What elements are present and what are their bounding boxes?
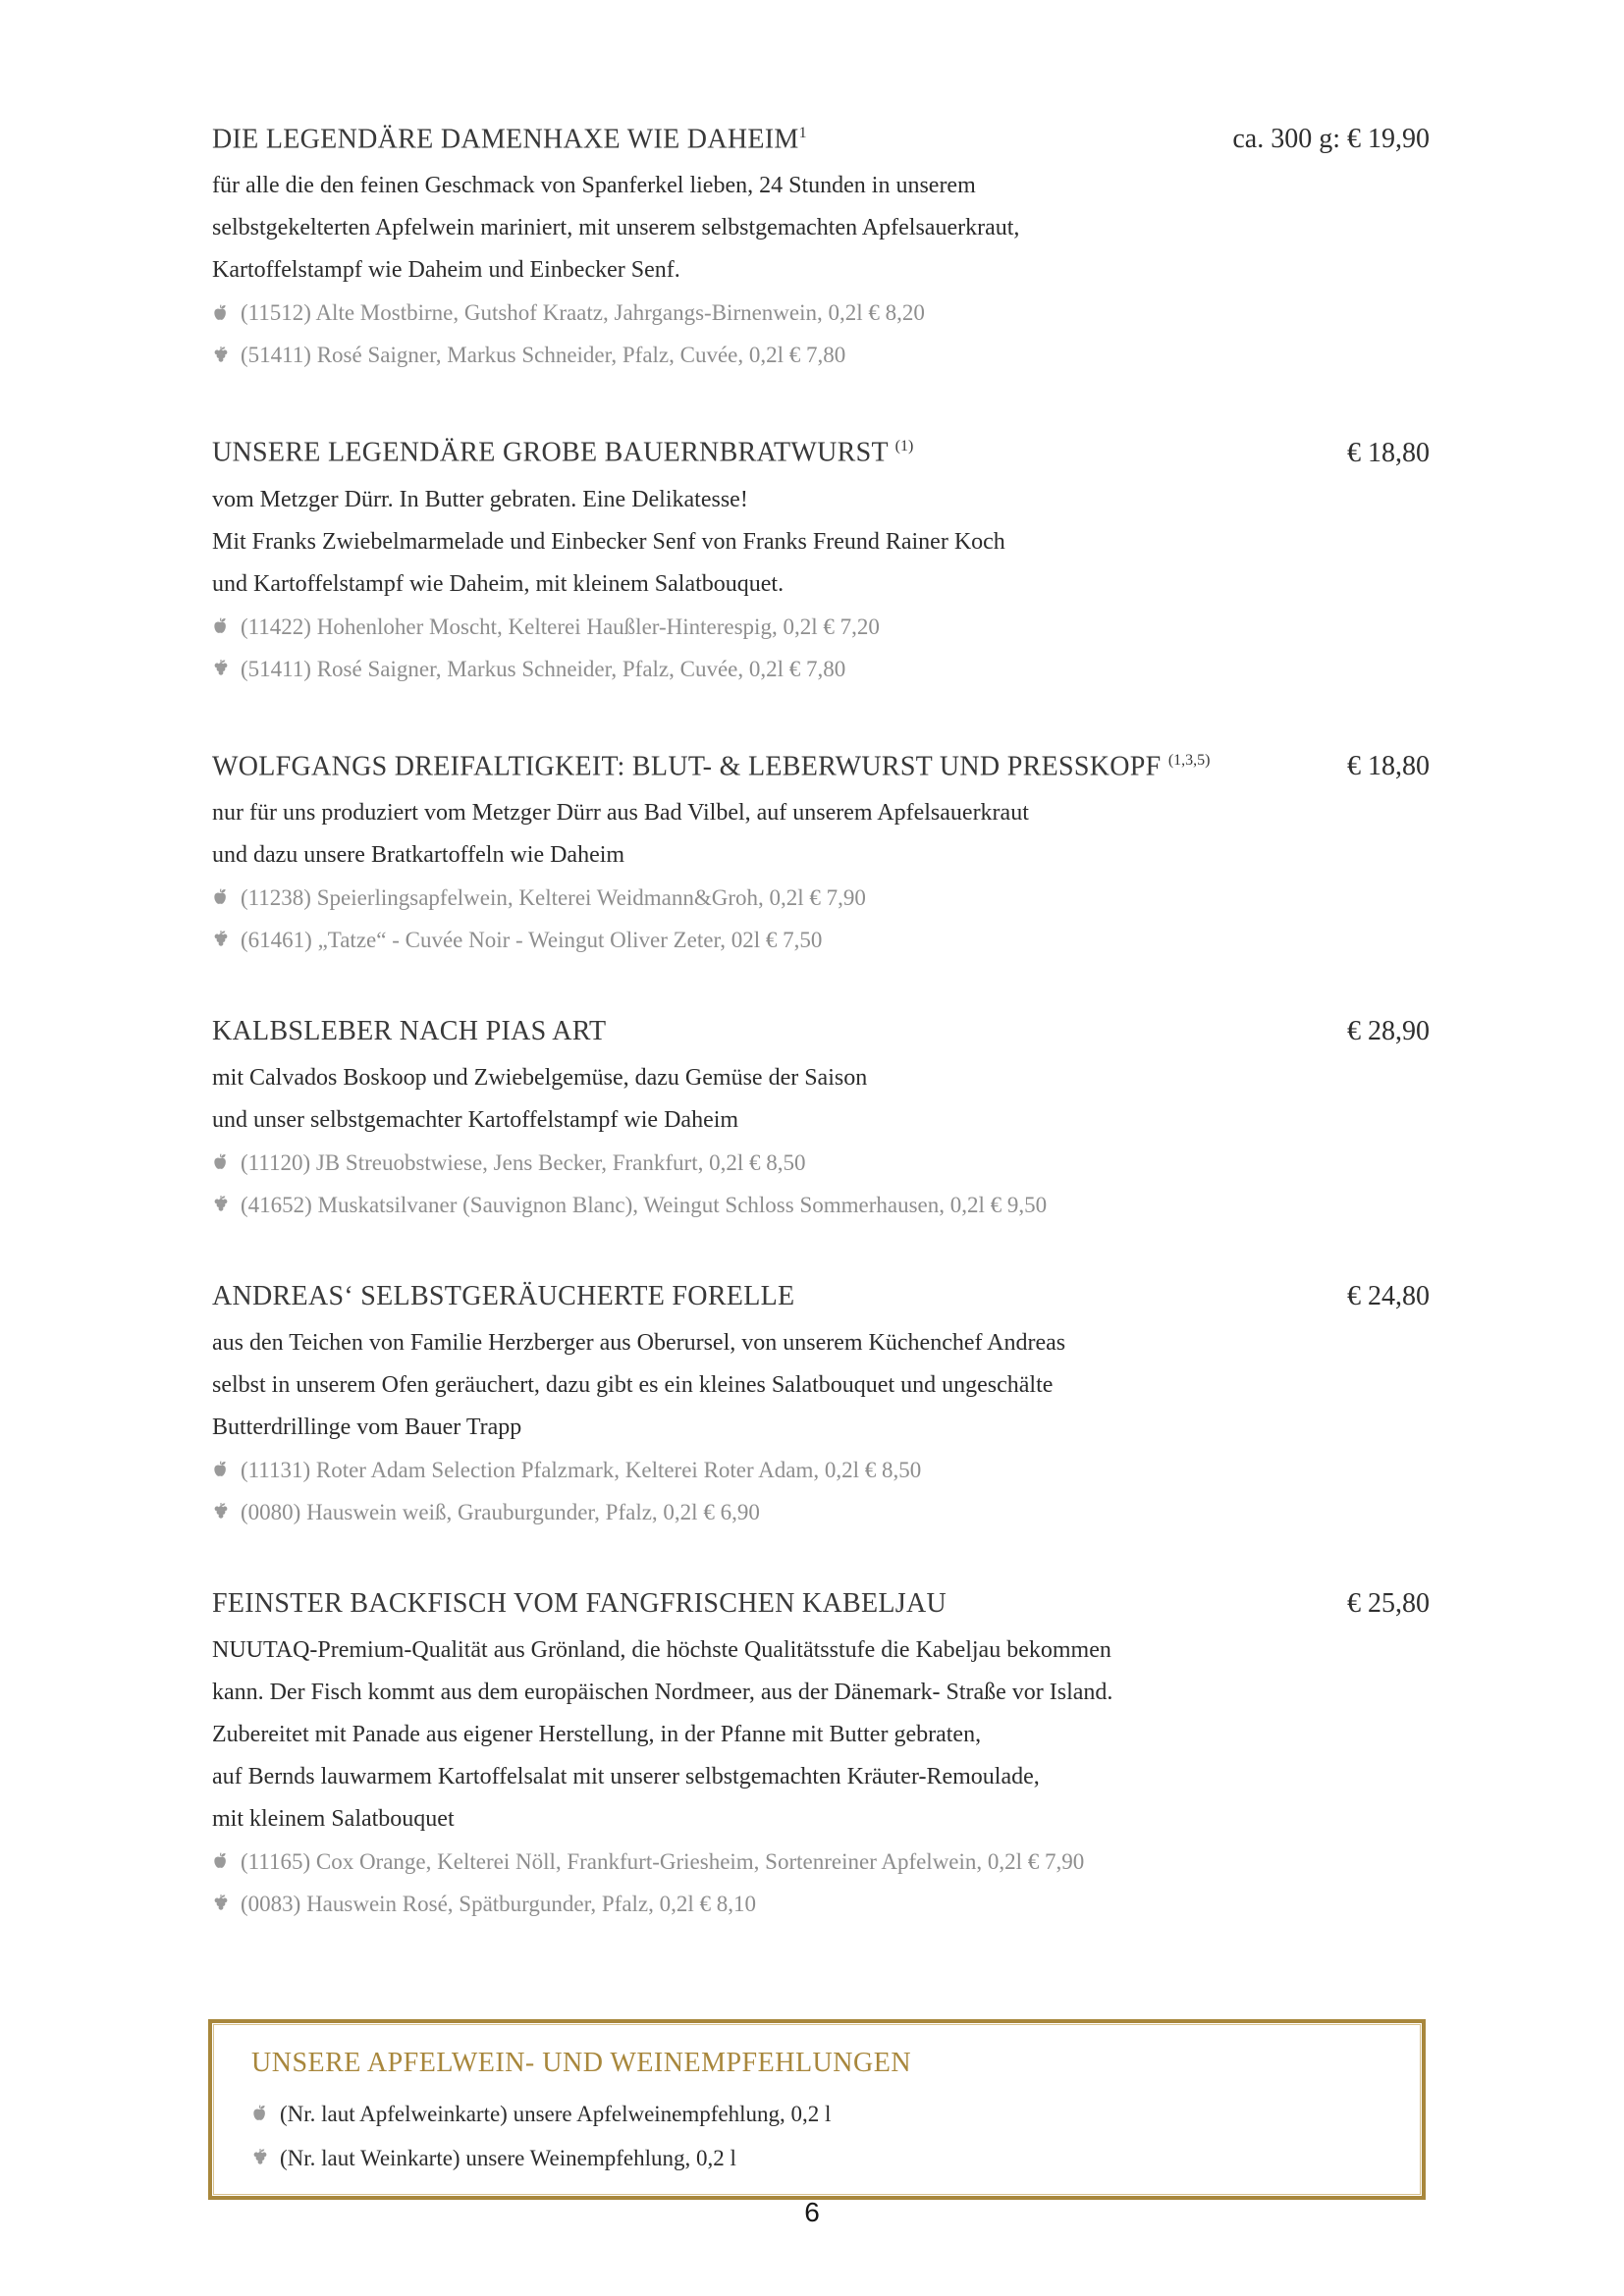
description-line: vom Metzger Dürr. In Butter gebraten. Eine Delikatesse! bbox=[212, 486, 748, 512]
apple-icon bbox=[212, 1851, 230, 1871]
apfelwein-pairing-text: (11131) Roter Adam Selection Pfalzmark, Kelterei Roter Adam, 0,2l € 8,50 bbox=[241, 1457, 922, 1482]
apfelwein-legend-text: (Nr. laut Apfelweinkarte) unsere Apfelweinempfehlung, 0,2 l bbox=[280, 2101, 832, 2126]
menu-item-title-text: WOLFGANGS DREIFALTIGKEIT: BLUT- & LEBERWURST UND PRESSKOPF bbox=[212, 750, 1162, 781]
footnote-marker: (1) bbox=[894, 438, 914, 455]
grape-icon bbox=[212, 930, 230, 949]
wein-pairing bbox=[212, 1883, 1430, 1925]
menu-item-title-text: DIE LEGENDÄRE DAMENHAXE WIE DAHEIM bbox=[212, 124, 799, 155]
description-line: kann. Der Fisch kommt aus dem europäischen Nordmeer, aus der Dänemark- Straße vor Island. bbox=[212, 1679, 1113, 1705]
menu-item-title bbox=[212, 110, 807, 162]
menu-item-price: € 24,80 bbox=[1347, 1280, 1430, 1311]
description-line: Zubereitet mit Panade aus eigener Herstellung, in der Pfanne mit Butter gebraten, bbox=[212, 1721, 982, 1747]
description-line: für alle die den feinen Geschmack von Spanferkel lieben, 24 Stunden in unserem bbox=[212, 173, 976, 199]
apfelwein-pairing-text: (11422) Hohenloher Moscht, Kelterei Haußler-Hinterespig, 0,2l € 7,20 bbox=[241, 614, 880, 639]
menu-item-title bbox=[212, 1273, 794, 1319]
menu-item-description bbox=[212, 1057, 1430, 1142]
menu-item-header bbox=[212, 737, 1430, 789]
apfelwein-pairing-text: (11512) Alte Mostbirne, Gutshof Kraatz, Jahrgangs-Birnenwein, 0,2l € 8,20 bbox=[241, 300, 925, 326]
description-line: mit kleinem Salatbouquet bbox=[212, 1805, 455, 1832]
description-line: auf Bernds lauwarmem Kartoffelsalat mit unserer selbstgemachten Kräuter-Remoulade, bbox=[212, 1763, 1040, 1789]
wein-pairing bbox=[212, 334, 1430, 376]
footnote-marker: (1,3,5) bbox=[1167, 751, 1211, 769]
recommendation-box-title: UNSERE APFELWEIN- UND WEINEMPFEHLUNGEN bbox=[251, 2047, 912, 2078]
wein-pairing-text: (51411) Rosé Saigner, Markus Schneider, Pfalz, Cuvée, 0,2l € 7,80 bbox=[241, 343, 846, 368]
menu-item-title bbox=[212, 737, 1211, 789]
menu-item-title-text: FEINSTER BACKFISCH VOM FANGFRISCHEN KABELJAU bbox=[212, 1587, 947, 1619]
menu-item-price: € 25,80 bbox=[1347, 1587, 1430, 1619]
wein-pairing-text: (41652) Muskatsilvaner (Sauvignon Blanc), Weingut Schloss Sommerhausen, 0,2l € 9,50 bbox=[241, 1192, 1048, 1217]
wein-legend bbox=[251, 2136, 1382, 2180]
page-number: 6 bbox=[804, 2197, 820, 2227]
menu-item-title bbox=[212, 423, 913, 475]
apfelwein-pairing-text: (11120) JB Streuobstwiese, Jens Becker, Frankfurt, 0,2l € 8,50 bbox=[241, 1149, 806, 1175]
menu-item bbox=[212, 1273, 1430, 1533]
menu-item-title-text: UNSERE LEGENDÄRE GROBE BAUERNBRATWURST bbox=[212, 437, 889, 468]
wein-pairing-text: (61461) „Tatze“ - Cuvée Noir - Weingut Oliver Zeter, 02l € 7,50 bbox=[241, 927, 823, 952]
menu-item bbox=[212, 737, 1430, 961]
wein-legend-text: (Nr. laut Weinkarte) unsere Weinempfehlung, 0,2 l bbox=[280, 2145, 736, 2170]
menu-item-header bbox=[212, 1273, 1430, 1319]
description-line: NUUTAQ-Premium-Qualität aus Grönland, die höchste Qualitätsstufe die Kabeljau bekommen bbox=[212, 1636, 1111, 1663]
apfelwein-pairing bbox=[212, 1142, 1430, 1184]
menu-content bbox=[212, 110, 1430, 2200]
menu-item-price: € 18,80 bbox=[1347, 437, 1430, 468]
description-line: selbst in unserem Ofen geräuchert, dazu gibt es ein kleines Salatbouquet und ungeschälte bbox=[212, 1371, 1054, 1398]
menu-item bbox=[212, 110, 1430, 376]
wein-pairing bbox=[212, 1491, 1430, 1533]
grape-icon bbox=[212, 1894, 230, 1913]
footnote-marker: 1 bbox=[798, 125, 807, 141]
menu-item bbox=[212, 1580, 1430, 1925]
menu-item-title-text: ANDREAS‘ SELBSTGERÄUCHERTE FORELLE bbox=[212, 1280, 795, 1311]
description-line: Kartoffelstampf wie Daheim und Einbecker Senf. bbox=[212, 257, 680, 284]
grape-icon bbox=[212, 346, 230, 365]
apple-icon bbox=[212, 1152, 230, 1172]
apfelwein-pairing bbox=[212, 292, 1430, 334]
menu-item-title bbox=[212, 1008, 606, 1054]
menu-item-header bbox=[212, 423, 1430, 475]
menu-item-header bbox=[212, 1580, 1430, 1627]
description-line: selbstgekelterten Apfelwein mariniert, mit unserem selbstgemachten Apfelsauerkraut, bbox=[212, 215, 1020, 241]
menu-item-title bbox=[212, 1580, 947, 1627]
apfelwein-pairing-text: (11238) Speierlingsapfelwein, Kelterei Weidmann&Groh, 0,2l € 7,90 bbox=[241, 884, 866, 910]
description-line: mit Calvados Boskoop und Zwiebelgemüse, dazu Gemüse der Saison bbox=[212, 1064, 868, 1091]
wein-pairing bbox=[212, 648, 1430, 690]
menu-item-header bbox=[212, 110, 1430, 162]
apfelwein-pairing bbox=[212, 877, 1430, 919]
menu-item-header bbox=[212, 1008, 1430, 1054]
description-line: Butterdrillinge vom Bauer Trapp bbox=[212, 1414, 522, 1440]
wein-pairing bbox=[212, 919, 1430, 961]
description-line: Mit Franks Zwiebelmarmelade und Einbecker Senf von Franks Freund Rainer Koch bbox=[212, 528, 1005, 555]
menu-item-price: € 28,90 bbox=[1347, 1015, 1430, 1046]
grape-icon bbox=[251, 2148, 269, 2167]
description-line: nur für uns produziert vom Metzger Dürr aus Bad Vilbel, auf unserem Apfelsauerkraut bbox=[212, 799, 1029, 826]
menu-item-price: ca. 300 g: € 19,90 bbox=[1232, 124, 1430, 155]
apfelwein-legend bbox=[251, 2092, 1382, 2136]
description-line: und unser selbstgemachter Kartoffelstampf wie Daheim bbox=[212, 1106, 739, 1133]
apple-icon bbox=[212, 1460, 230, 1479]
apfelwein-pairing bbox=[212, 606, 1430, 648]
apfelwein-pairing bbox=[212, 1841, 1430, 1883]
grape-icon bbox=[212, 659, 230, 678]
wein-pairing-text: (51411) Rosé Saigner, Markus Schneider, Pfalz, Cuvée, 0,2l € 7,80 bbox=[241, 656, 846, 681]
wein-pairing bbox=[212, 1184, 1430, 1226]
apfelwein-pairing bbox=[212, 1449, 1430, 1491]
description-line: aus den Teichen von Familie Herzberger aus Oberursel, von unserem Küchenchef Andreas bbox=[212, 1329, 1066, 1356]
apple-icon bbox=[212, 303, 230, 323]
grape-icon bbox=[212, 1502, 230, 1522]
wein-pairing-text: (0080) Hauswein weiß, Grauburgunder, Pfalz, 0,2l € 6,90 bbox=[241, 1499, 760, 1524]
menu-item-title-text: KALBSLEBER NACH PIAS ART bbox=[212, 1015, 607, 1046]
description-line: und Kartoffelstampf wie Daheim, mit kleinem Salatbouquet. bbox=[212, 570, 785, 597]
apple-icon bbox=[251, 2104, 269, 2123]
menu-item-description bbox=[212, 792, 1430, 877]
menu-item-price: € 18,80 bbox=[1347, 750, 1430, 781]
apfelwein-pairing-text: (11165) Cox Orange, Kelterei Nöll, Frankfurt-Griesheim, Sortenreiner Apfelwein, 0,2l € 7,90 bbox=[241, 1848, 1085, 1874]
recommendation-box bbox=[208, 2019, 1426, 2200]
menu-item-description bbox=[212, 1322, 1430, 1449]
menu-item-description bbox=[212, 1629, 1430, 1841]
menu-item bbox=[212, 1008, 1430, 1226]
description-line: und dazu unsere Bratkartoffeln wie Daheim bbox=[212, 841, 625, 868]
menu-item-description bbox=[212, 479, 1430, 606]
wein-pairing-text: (0083) Hauswein Rosé, Spätburgunder, Pfalz, 0,2l € 8,10 bbox=[241, 1891, 757, 1916]
apple-icon bbox=[212, 887, 230, 907]
apple-icon bbox=[212, 616, 230, 636]
grape-icon bbox=[212, 1195, 230, 1214]
menu-item bbox=[212, 423, 1430, 689]
menu-item-description bbox=[212, 165, 1430, 292]
